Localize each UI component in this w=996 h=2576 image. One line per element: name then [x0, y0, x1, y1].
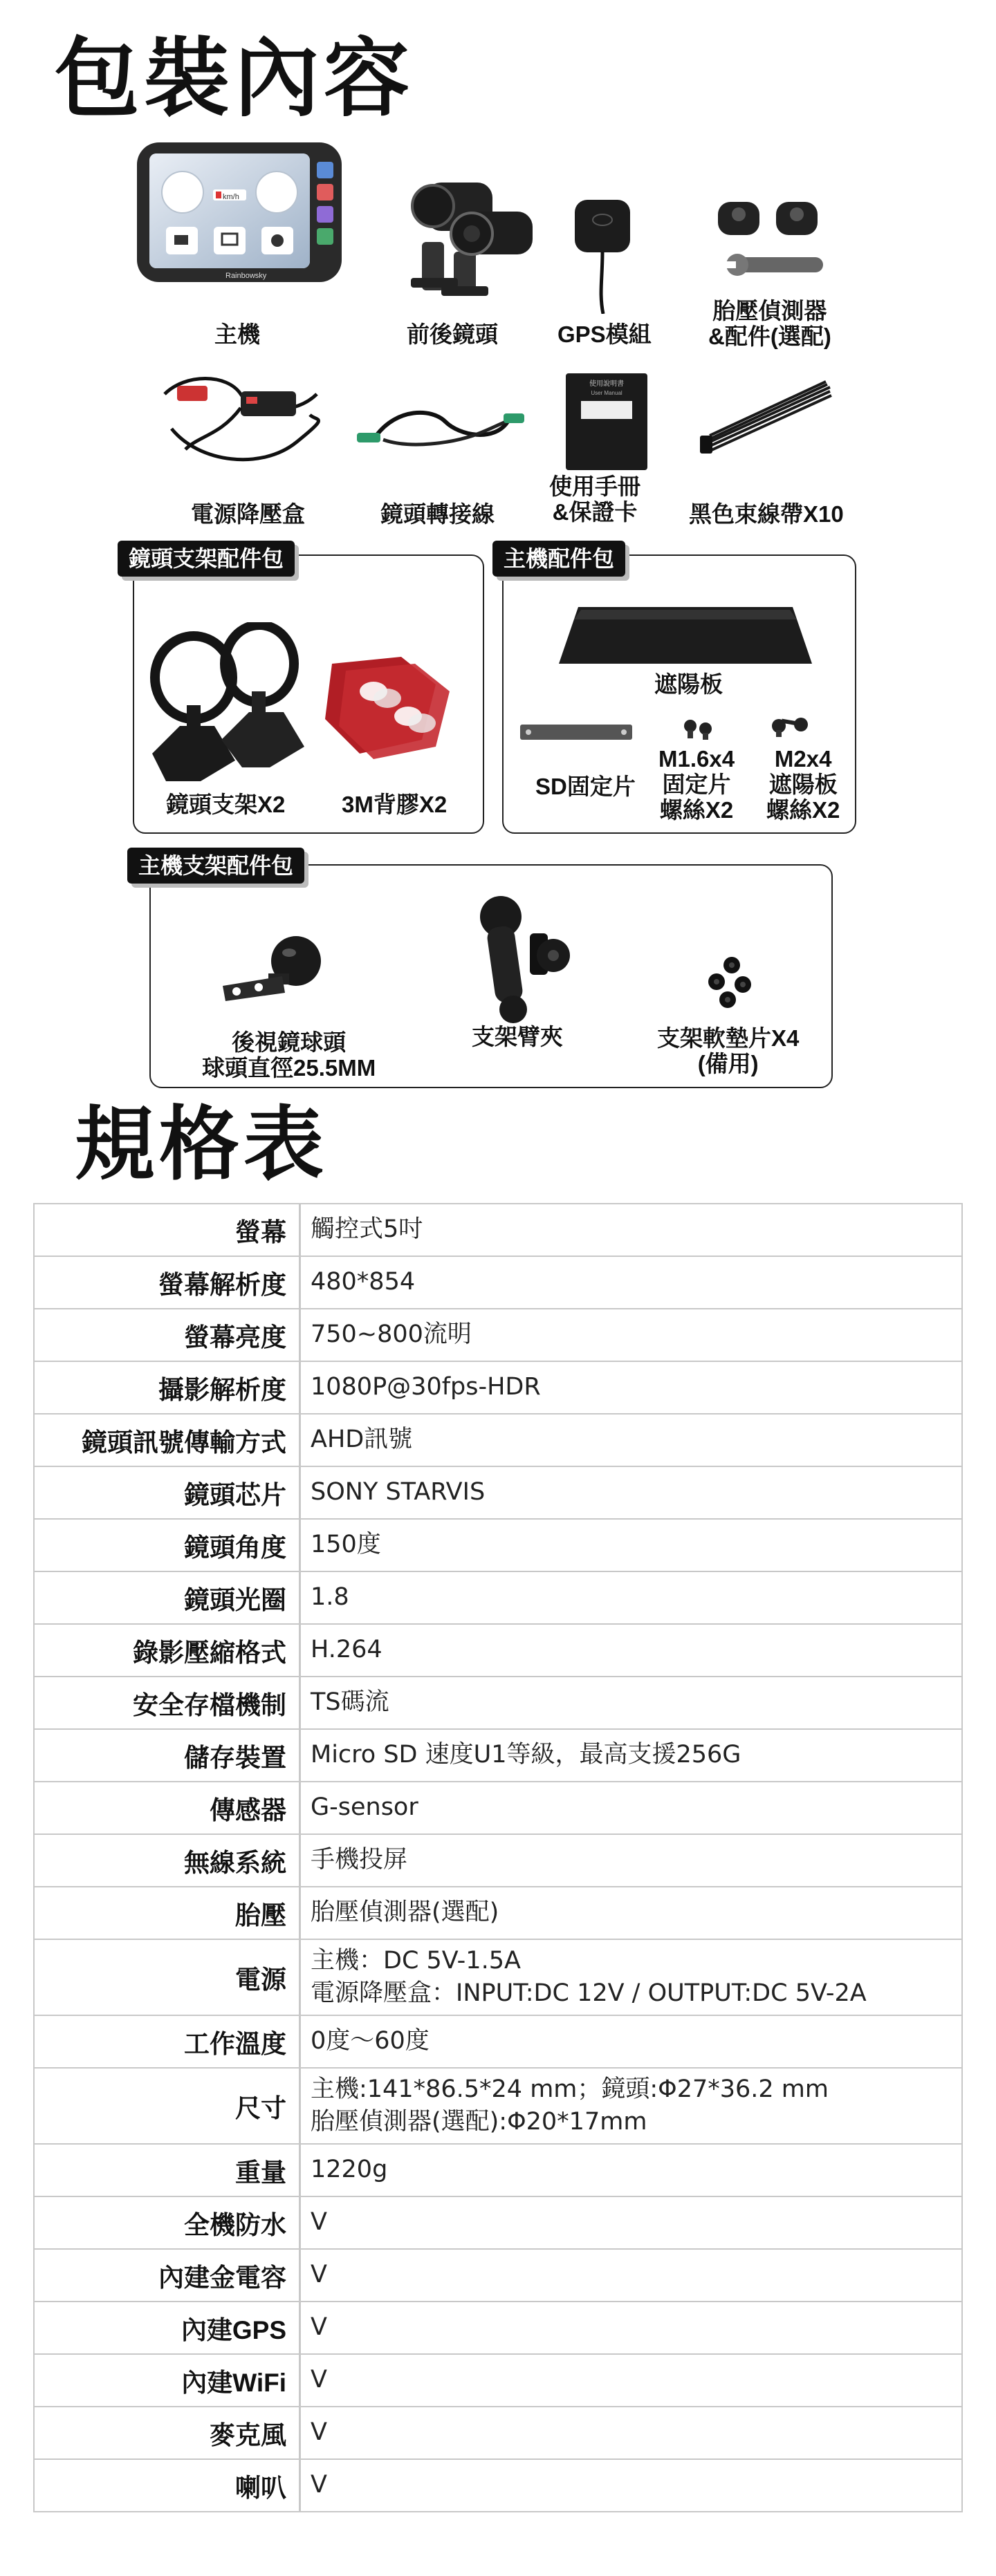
spec-key: 螢幕亮度 [34, 1309, 300, 1361]
ball-head-line1: 後視鏡球頭 [232, 1029, 347, 1055]
spec-row [34, 1939, 962, 2015]
screw-m2-image [766, 718, 815, 738]
gps-image [571, 196, 634, 314]
spec-row [34, 1571, 962, 1624]
spec-value [300, 1782, 963, 1834]
adhesive-label: 3M背膠X2 [342, 792, 448, 817]
spec-value-line: Micro SD 速度U1等級，最高支援256G [311, 1741, 741, 1769]
item-manual [549, 474, 640, 525]
spec-key: 螢幕 [34, 1204, 300, 1256]
main-unit-image [136, 141, 343, 283]
spec-row [34, 1414, 962, 1466]
spec-value-line: 觸控式5吋 [311, 1215, 423, 1244]
spec-row [34, 2196, 962, 2249]
spec-value [300, 1834, 963, 1887]
item-tpms [708, 299, 831, 350]
spec-value-line: H.264 [311, 1636, 382, 1664]
item-cable-ties: 黑色束線帶X10 [689, 501, 844, 527]
spec-value [300, 1887, 963, 1939]
spec-title: 規格表 [75, 1098, 328, 1191]
screw-m16-line1: M1.6x4 [658, 746, 735, 772]
item-cable: 鏡頭轉接線 [380, 501, 495, 527]
spec-value [300, 1361, 963, 1414]
spec-row [34, 2407, 962, 2459]
spec-row [34, 1204, 962, 1256]
spec-row [34, 1361, 962, 1414]
spec-key: 鏡頭角度 [34, 1519, 300, 1571]
spec-value [300, 1309, 963, 1361]
item-manual-line1: 使用手冊 [549, 474, 640, 499]
spec-value-line: AHD訊號 [311, 1426, 413, 1454]
item-cameras: 前後鏡頭 [407, 321, 498, 347]
spec-value [300, 1624, 963, 1677]
screw-m2-label [766, 747, 840, 823]
speed-unit: km/h [223, 193, 239, 201]
spec-value [300, 2302, 963, 2354]
visor-image [557, 603, 813, 665]
lens-kit-tag: 鏡頭支架配件包 [118, 541, 295, 577]
arm-clamp-label: 支架臂夾 [472, 1024, 563, 1049]
spec-key: 攝影解析度 [34, 1361, 300, 1414]
spec-value-line: TS碼流 [311, 1688, 389, 1717]
spec-key: 喇叭 [34, 2459, 300, 2512]
screw-m16-label [658, 747, 735, 823]
spec-value-line: 胎壓偵測器(選配):Φ20*17mm [311, 2108, 647, 2136]
mount-kit-tag: 主機支架配件包 [127, 848, 304, 884]
spec-row [34, 2068, 962, 2144]
spec-key: 重量 [34, 2144, 300, 2196]
spec-key: 安全存檔機制 [34, 1677, 300, 1729]
spec-value [300, 2354, 963, 2407]
spec-value-line: 1.8 [311, 1583, 349, 1612]
spec-row [34, 1729, 962, 1782]
spec-value [300, 1519, 963, 1571]
spec-value [300, 1256, 963, 1309]
manual-cover-title: 使用說明書 [589, 380, 624, 388]
spec-value-line: 胎壓偵測器(選配) [311, 1898, 499, 1927]
spec-row [34, 1466, 962, 1519]
spec-key: 螢幕解析度 [34, 1256, 300, 1309]
spec-key: 全機防水 [34, 2196, 300, 2249]
soft-pads-line1: 支架軟墊片X4 [657, 1025, 800, 1051]
cameras-image [405, 176, 544, 300]
item-power-box: 電源降壓盒 [191, 501, 305, 527]
screw-m16-image [681, 719, 715, 740]
spec-value-line: 1220g [311, 2156, 388, 2184]
screw-m16-line2: 固定片 [662, 771, 731, 797]
spec-value-line: 主機:141*86.5*24 mm；鏡頭:Φ27*36.2 mm [311, 2075, 829, 2103]
spec-row [34, 1256, 962, 1309]
spec-value-line: G-sensor [311, 1793, 418, 1822]
spec-value-line: SONY STARVIS [311, 1478, 486, 1506]
spec-value-line: 手機投屏 [311, 1846, 408, 1874]
spec-value-line: 電源降壓盒：INPUT:DC 12V / OUTPUT:DC 5V-2A [311, 1979, 867, 2007]
spec-key: 鏡頭訊號傳輸方式 [34, 1414, 300, 1466]
spec-value [300, 1729, 963, 1782]
item-manual-line2: &保證卡 [552, 498, 638, 525]
spec-key: 錄影壓縮格式 [34, 1624, 300, 1677]
spec-key: 傳感器 [34, 1782, 300, 1834]
spec-value [300, 1571, 963, 1624]
spec-row [34, 1519, 962, 1571]
adhesive-image [318, 650, 456, 760]
spec-value-line: V [311, 2313, 327, 2342]
spec-row [34, 1677, 962, 1729]
spec-value-line: 主機：DC 5V-1.5A [311, 1946, 521, 1975]
spec-row [34, 2144, 962, 2196]
soft-pads-image [704, 954, 759, 1009]
spec-key: 工作溫度 [34, 2015, 300, 2068]
spec-value-line: V [311, 2366, 327, 2394]
cable-ties-image [699, 380, 837, 456]
soft-pads-line2: (備用) [697, 1050, 759, 1076]
sd-plate-label: SD固定片 [535, 774, 636, 799]
ball-head-line2: 球頭直徑25.5MM [202, 1054, 376, 1081]
spec-value [300, 1414, 963, 1466]
sd-plate-image [520, 725, 632, 740]
item-tpms-line1: 胎壓偵測器 [712, 298, 827, 324]
screw-m2-line2: 遮陽板 [768, 771, 838, 797]
lens-bracket-image [138, 622, 311, 788]
screw-m16-line3: 螺絲X2 [659, 796, 734, 823]
spec-row [34, 2249, 962, 2302]
spec-value-line: 0度～60度 [311, 2027, 430, 2055]
spec-value-line: V [311, 2418, 327, 2447]
spec-key: 電源 [34, 1939, 300, 2015]
spec-row [34, 1782, 962, 1834]
spec-value-line: V [311, 2471, 327, 2499]
spec-row [34, 2354, 962, 2407]
power-box-image [158, 366, 324, 470]
spec-key: 內建WiFi [34, 2354, 300, 2407]
spec-value [300, 1939, 963, 2015]
spec-key: 內建GPS [34, 2302, 300, 2354]
spec-value-line: 750~800流明 [311, 1320, 472, 1349]
spec-key: 內建金電容 [34, 2249, 300, 2302]
package-title: 包裝內容 [54, 29, 414, 129]
ball-head-label [202, 1030, 376, 1081]
tpms-image [712, 194, 830, 283]
spec-row [34, 1624, 962, 1677]
spec-value [300, 2015, 963, 2068]
item-main-unit: 主機 [214, 321, 260, 347]
spec-value [300, 1466, 963, 1519]
spec-value [300, 2459, 963, 2512]
visor-label: 遮陽板 [654, 671, 723, 697]
spec-value [300, 2407, 963, 2459]
ball-head-image [220, 931, 331, 1007]
spec-value [300, 2196, 963, 2249]
spec-key: 鏡頭芯片 [34, 1466, 300, 1519]
spec-row [34, 1834, 962, 1887]
spec-row [34, 2459, 962, 2512]
spec-value [300, 1677, 963, 1729]
arm-clamp-image [468, 892, 578, 1023]
item-gps: GPS模組 [557, 321, 652, 347]
spec-key: 胎壓 [34, 1887, 300, 1939]
cable-image [356, 401, 528, 456]
spec-key: 儲存裝置 [34, 1729, 300, 1782]
spec-value [300, 1204, 963, 1256]
screw-m2-line3: 螺絲X2 [766, 796, 840, 823]
spec-value [300, 2068, 963, 2144]
spec-value-line: V [311, 2208, 327, 2237]
spec-key: 尺寸 [34, 2068, 300, 2144]
lens-bracket-label: 鏡頭支架X2 [166, 792, 286, 817]
spec-row [34, 1887, 962, 1939]
spec-value [300, 2249, 963, 2302]
spec-row [34, 2302, 962, 2354]
item-tpms-line2: &配件(選配) [708, 323, 831, 349]
spec-key: 無線系統 [34, 1834, 300, 1887]
soft-pads-label [657, 1026, 799, 1077]
spec-value-line: 480*854 [311, 1268, 416, 1296]
spec-row [34, 2015, 962, 2068]
spec-value-line: 1080P@30fps-HDR [311, 1373, 541, 1401]
brand-mark: Rainbowsky [225, 272, 267, 280]
spec-table [33, 1203, 963, 2512]
manual-image [566, 373, 647, 470]
manual-cover-subtitle: User Manual [591, 390, 622, 396]
host-kit-tag: 主機配件包 [492, 541, 625, 577]
spec-value-line: 150度 [311, 1531, 381, 1559]
spec-key: 麥克風 [34, 2407, 300, 2459]
spec-key: 鏡頭光圈 [34, 1571, 300, 1624]
screw-m2-line1: M2x4 [774, 746, 832, 772]
spec-row [34, 1309, 962, 1361]
spec-value [300, 2144, 963, 2196]
spec-value-line: V [311, 2261, 327, 2289]
